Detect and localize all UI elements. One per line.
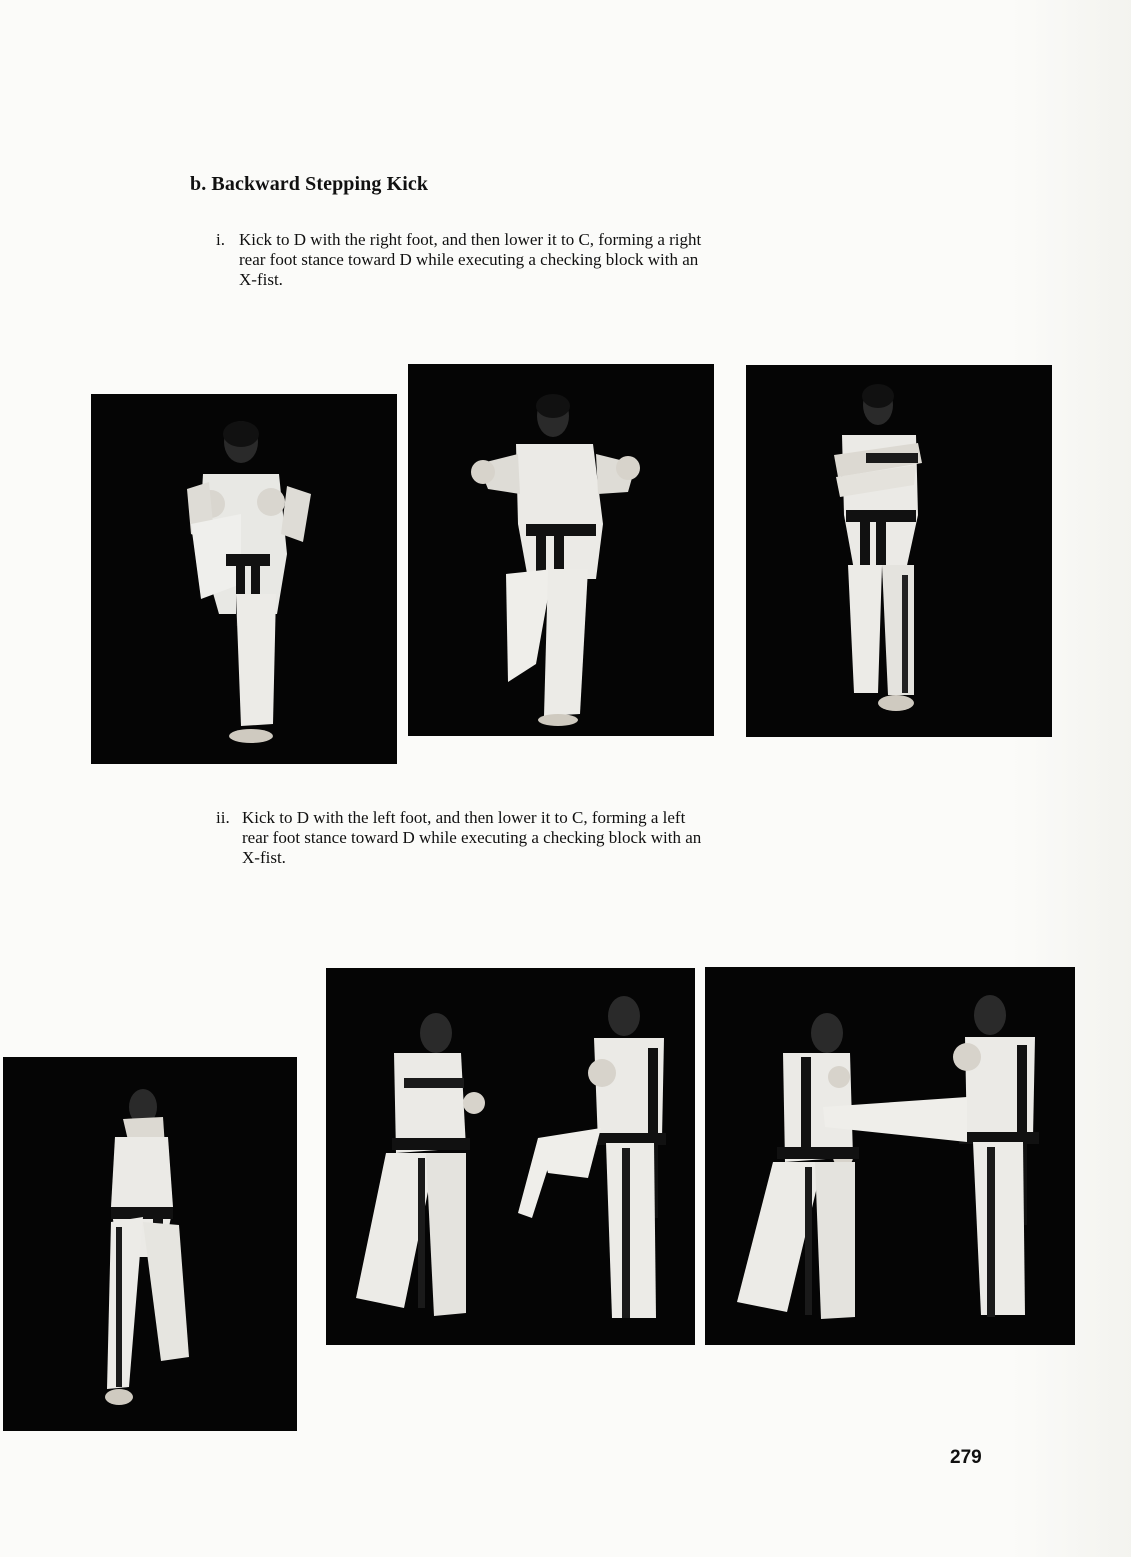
step-number: i. [216, 230, 225, 249]
photo-side-view-block [3, 1057, 297, 1431]
photo-partner-side-kick [705, 967, 1075, 1345]
photo-front-kick-chamber [91, 394, 397, 764]
photo-x-fist-checking-block [746, 365, 1052, 737]
section-title: b. Backward Stepping Kick [190, 173, 429, 195]
step-ii [216, 808, 956, 878]
page-number: 279 [950, 1447, 982, 1468]
step-number: ii. [216, 808, 230, 827]
step-text: Kick to D with the right foot, and then lower it to C, forming a right rear foot stance toward D while executing a checking block with an X-fist. [239, 230, 702, 289]
photo-knee-raised-guard [408, 364, 714, 736]
step-i [216, 230, 956, 300]
step-text: Kick to D with the left foot, and then lower it to C, forming a left rear foot stance toward D while executing a checking block with an X-fist. [242, 808, 702, 867]
photo-partner-knee-raised [326, 968, 695, 1345]
